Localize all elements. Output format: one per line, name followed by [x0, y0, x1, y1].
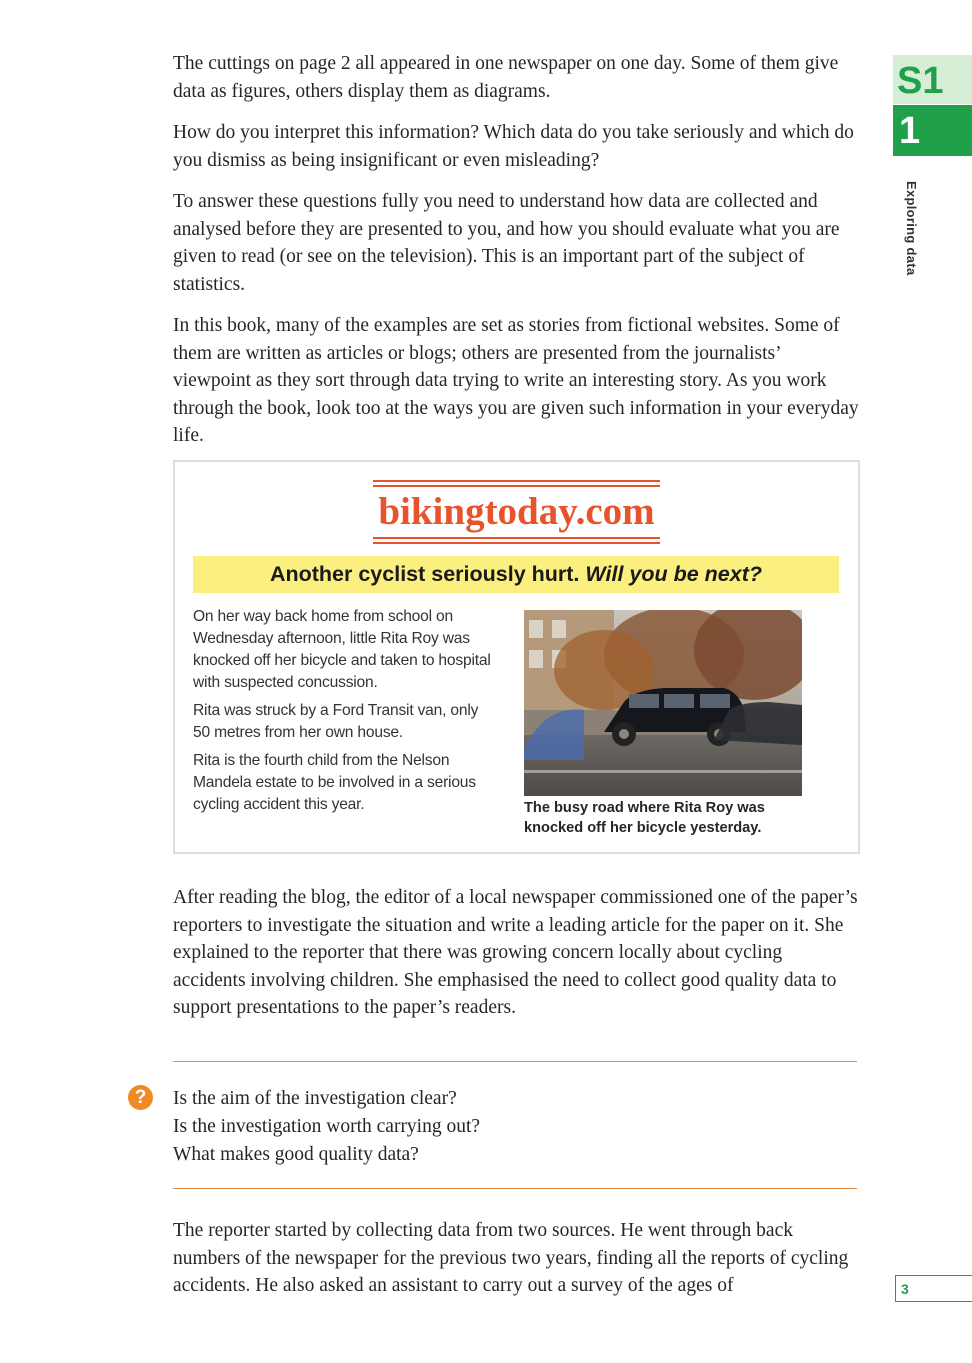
section-tab	[893, 55, 972, 104]
road-photo-illustration	[524, 610, 802, 796]
headline-question: Will you be next?	[585, 562, 763, 586]
divider-top	[173, 1061, 857, 1062]
questions-paragraph: How do you interpret this information? Which data do you take seriously and which do you dismiss as being insignificant or even misleading?	[173, 122, 854, 171]
discussion-questions	[173, 1085, 773, 1169]
road-photo	[524, 610, 802, 796]
page-number: 3	[895, 1275, 972, 1302]
story-paragraph: Rita was struck by a Ford Transit van, only 50 metres from her own house.	[193, 702, 479, 741]
masthead-rule-bottom-2	[373, 542, 660, 544]
chapter-tab	[893, 105, 972, 156]
statistics-paragraph: To answer these questions fully you need to understand how data are collected and analysed before they are presented to you, and how you should evaluate what you are given to read (or see on the television). This is an important part of the subject of statistics.	[173, 191, 840, 295]
masthead-rule-bottom	[373, 537, 660, 539]
editor-paragraph: After reading the blog, the editor of a local newspaper commissioned one of the paper’s reporters to investigate the situation and write a leading article for the paper on it. She explained to the reporter that there was growing concern locally about cycling accidents involving children. She emphasised the need to collect good quality data to support presentations to the paper’s readers.	[173, 887, 858, 1019]
book-examples-paragraph: In this book, many of the examples are set as stories from fictional websites. Some of them are written as articles or blogs; others are presented from the journalists’ viewpoint as they sort through data trying to write an interesting story. As you work through the book, look too at the ways you are given such information in your everyday life.	[173, 315, 859, 447]
blog-headline	[193, 556, 839, 593]
story-paragraph: Rita is the fourth child from the Nelson Mandela estate to be involved in a serious cycling accident this year.	[193, 752, 476, 813]
question-icon: ?	[128, 1085, 153, 1110]
question-item: What makes good quality data?	[173, 1144, 419, 1165]
question-item: Is the investigation worth carrying out?	[173, 1116, 481, 1137]
section-code: S1	[897, 60, 944, 102]
headline-main: Another cyclist seriously hurt.	[269, 562, 580, 586]
chapter-number: 1	[899, 110, 921, 152]
reporter-paragraph: The reporter started by collecting data from two sources. He went through back numbers of the newspaper for the previous two years, finding all the reports of cycling accidents. He also asked an assistant to carry out a survey of the ages of	[173, 1220, 849, 1297]
blog-site-name: bikingtoday.com	[378, 490, 655, 533]
divider-bottom	[173, 1188, 857, 1189]
intro-paragraph: The cuttings on page 2 all appeared in one newspaper on one day. Some of them give data as figures, others display them as diagrams.	[173, 53, 839, 102]
story-paragraph: On her way back home from school on Wednesday afternoon, little Rita Roy was knocked off her bicycle and taken to hospital with suspected concussion.	[193, 608, 491, 691]
masthead-rule-top	[373, 480, 660, 482]
chapter-title-vertical: Exploring data	[904, 181, 919, 276]
blog-masthead	[373, 480, 660, 544]
photo-caption: The busy road where Rita Roy was knocked off her bicycle yesterday.	[524, 800, 765, 836]
blog-story	[193, 606, 493, 822]
blog-excerpt-box	[173, 460, 860, 854]
question-item: Is the aim of the investigation clear?	[173, 1088, 457, 1109]
